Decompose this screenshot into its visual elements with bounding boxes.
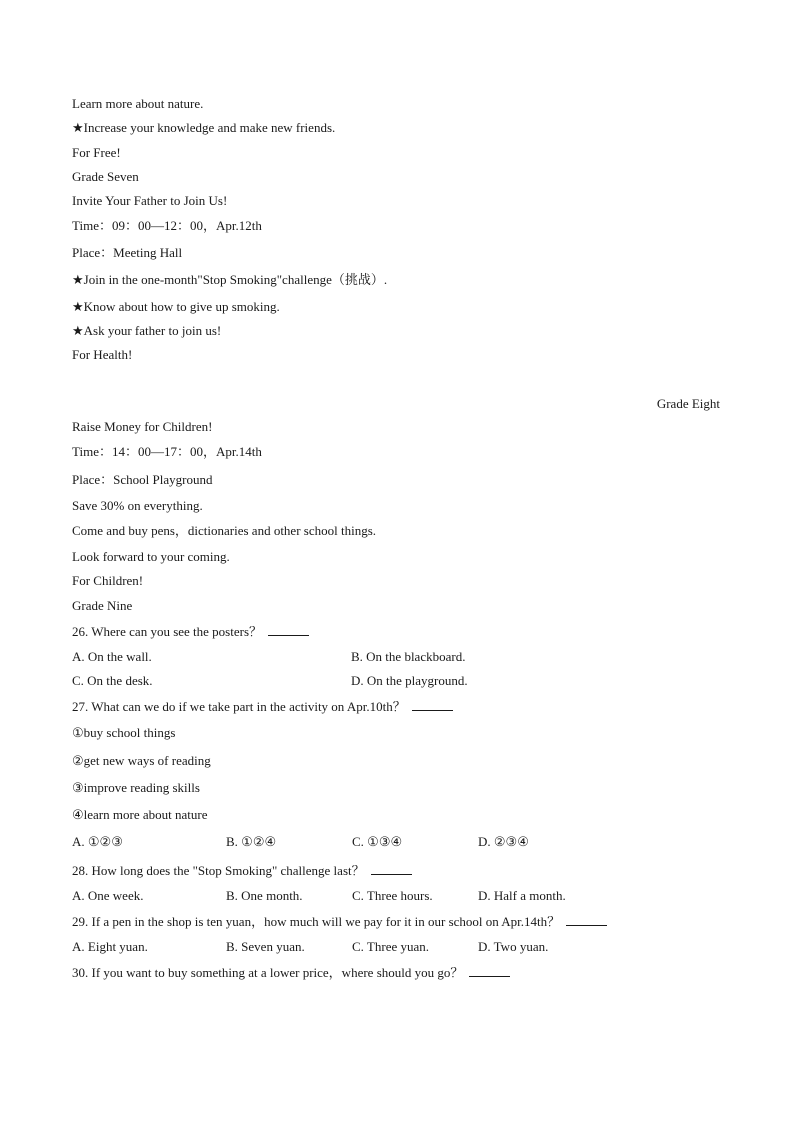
- answer-blank-30[interactable]: [469, 964, 510, 977]
- poster8-item-give-up: ★Know about how to give up smoking.: [72, 299, 280, 314]
- answer-blank-27[interactable]: [412, 698, 453, 711]
- q27-option-a: A. ①②③: [72, 834, 123, 849]
- q27-option-c: C. ①③④: [352, 834, 403, 849]
- poster9-line-save: Save 30% on everything.: [72, 498, 203, 513]
- q29-option-b: B. Seven yuan.: [226, 939, 305, 954]
- q27-statement-2: ②get new ways of reading: [72, 753, 211, 768]
- q28-option-b: B. One month.: [226, 888, 303, 903]
- q29-option-a: A. Eight yuan.: [72, 939, 148, 954]
- q27-option-b: B. ①②④: [226, 834, 277, 849]
- poster9-time: Time：14：00—17：00，Apr.14th: [72, 444, 262, 459]
- q28-option-a: A. One week.: [72, 888, 144, 903]
- answer-blank-29[interactable]: [566, 913, 607, 926]
- q29-option-d: D. Two yuan.: [478, 939, 549, 954]
- question-26-text: 26. Where can you see the posters？: [72, 624, 263, 639]
- question-30: [72, 964, 510, 981]
- q26-option-b: B. On the blackboard.: [351, 649, 466, 664]
- q28-option-d: D. Half a month.: [478, 888, 566, 903]
- poster7-grade: Grade Seven: [72, 169, 139, 184]
- poster9-place: Place：School Playground: [72, 472, 213, 487]
- poster8-grade: Grade Eight: [656, 396, 720, 411]
- q27-option-d: D. ②③④: [478, 834, 529, 849]
- question-30-text: 30. If you want to buy something at a lower price，where should you go？: [72, 965, 464, 980]
- poster9-line-forward: Look forward to your coming.: [72, 549, 230, 564]
- q28-option-c: C. Three hours.: [352, 888, 433, 903]
- q26-option-c: C. On the desk.: [72, 673, 153, 688]
- poster9-grade: Grade Nine: [72, 598, 133, 613]
- q27-statement-1: ①buy school things: [72, 725, 176, 740]
- q26-option-a: A. On the wall.: [72, 649, 152, 664]
- question-27: [72, 698, 453, 715]
- poster9-line-buy: Come and buy pens，dictionaries and other school things.: [72, 523, 377, 538]
- q27-statement-3: ③improve reading skills: [72, 780, 200, 795]
- poster7-slogan: For Free!: [72, 145, 121, 160]
- poster8-item-challenge: ★Join in the one-month"Stop Smoking"challenge（挑战）.: [72, 272, 388, 287]
- q27-statement-4: ④learn more about nature: [72, 807, 208, 822]
- answer-blank-26[interactable]: [268, 623, 309, 636]
- answer-blank-28[interactable]: [371, 862, 412, 875]
- question-29: [72, 913, 607, 930]
- question-27-text: 27. What can we do if we take part in the activity on Apr.10th？: [72, 699, 406, 714]
- question-28: [72, 862, 412, 879]
- poster8-slogan: For Health!: [72, 347, 133, 362]
- q29-option-c: C. Three yuan.: [352, 939, 430, 954]
- poster7-line-knowledge: ★Increase your knowledge and make new friends.: [72, 120, 336, 135]
- question-28-text: 28. How long does the "Stop Smoking" challenge last？: [72, 863, 365, 878]
- poster8-time: Time：09：00—12：00，Apr.12th: [72, 218, 262, 233]
- poster8-title: Invite Your Father to Join Us!: [72, 193, 228, 208]
- poster7-line-nature: Learn more about nature.: [72, 96, 204, 111]
- poster9-slogan: For Children!: [72, 573, 144, 588]
- poster9-title: Raise Money for Children!: [72, 419, 213, 434]
- poster8-place: Place：Meeting Hall: [72, 245, 183, 260]
- poster8-item-ask-father: ★Ask your father to join us!: [72, 323, 222, 338]
- question-26: [72, 623, 309, 640]
- q26-option-d: D. On the playground.: [351, 673, 468, 688]
- question-29-text: 29. If a pen in the shop is ten yuan，how much will we pay for it in our school on Apr.14th？: [72, 914, 561, 929]
